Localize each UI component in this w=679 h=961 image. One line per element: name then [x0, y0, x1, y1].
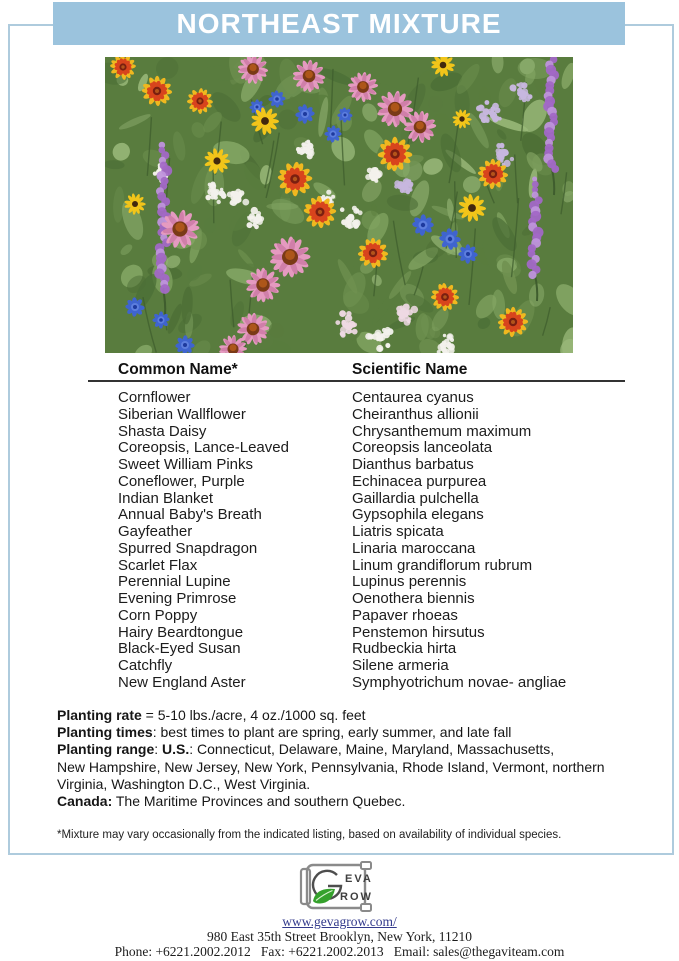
common-name-cell: Shasta Daisy: [118, 422, 207, 440]
table-row: [118, 507, 623, 524]
table-row: [118, 541, 623, 558]
common-name-cell: Corn Poppy: [118, 606, 198, 624]
scientific-name-cell: Liatris spicata: [352, 523, 444, 540]
planting-info: [57, 707, 642, 810]
logo-text-top: EVA: [345, 873, 373, 885]
common-name-cell: Spurred Snapdragon: [118, 539, 258, 557]
scientific-name-cell: Linum grandiflorum rubrum: [352, 556, 533, 574]
common-name-cell: Perennial Lupine: [118, 573, 231, 591]
scientific-name-cell: Linaria maroccana: [352, 539, 476, 557]
common-name-cell: Cornflower: [118, 389, 191, 406]
table-row: [118, 407, 623, 424]
scientific-name-cell: Gaillardia pulchella: [352, 489, 479, 507]
address-line: 980 East 35th Street Brooklyn, New York, 11210: [207, 928, 472, 944]
scientific-name-cell: Coreopsis lanceolata: [352, 439, 493, 457]
page-title: NORTHEAST MIXTURE: [176, 7, 502, 39]
table-row: [118, 457, 623, 474]
common-name-cell: Hairy Beardtongue: [118, 623, 244, 641]
scientific-name-cell: Cheiranthus allionii: [352, 405, 479, 423]
scientific-name-cell: Echinacea purpurea: [352, 472, 487, 490]
common-name-cell: Black-Eyed Susan: [118, 640, 241, 658]
species-table: [118, 390, 623, 692]
contact-line: Phone: +6221.2002.2012 Fax: +6221.2002.2013 Email: sales@thegaviteam.com: [114, 943, 565, 959]
common-name-cell: New England Aster: [118, 673, 246, 691]
table-row: [118, 675, 623, 692]
table-row: [118, 390, 623, 407]
common-name-cell: Catchfly: [118, 657, 173, 674]
common-name-cell: Indian Blanket: [118, 489, 214, 507]
table-row: [118, 591, 623, 608]
disclaimer-note: *Mixture may vary occasionally from the indicated listing, based on availability of individual species.: [57, 829, 562, 841]
planting-line: Planting times: best times to plant are spring, early summer, and late fall: [57, 724, 512, 741]
common-name-cell: Scarlet Flax: [118, 556, 198, 574]
common-name-cell: Annual Baby's Breath: [118, 506, 262, 524]
scientific-name-cell: Penstemon hirsutus: [352, 623, 485, 641]
planting-line: New Hampshire, New Jersey, New York, Pennsylvania, Rhode Island, Vermont, northern: [57, 758, 605, 775]
planting-line: Planting range: U.S.: Connecticut, Delaware, Maine, Maryland, Massachusetts,: [57, 741, 555, 758]
common-name-cell: Coneflower, Purple: [118, 472, 245, 490]
scientific-name-cell: Lupinus perennis: [352, 573, 467, 591]
common-name-cell: Evening Primrose: [118, 590, 237, 607]
scientific-name-cell: Symphyotrichum novae- angliae: [352, 673, 567, 691]
table-row: [118, 658, 623, 675]
website-link[interactable]: www.gevagrow.com/: [282, 914, 397, 929]
scientific-name-cell: Dianthus barbatus: [352, 456, 474, 473]
scientific-name-cell: Silene armeria: [352, 657, 449, 674]
table-row: [118, 440, 623, 457]
table-row: [118, 608, 623, 625]
scientific-name-cell: Gypsophila elegans: [352, 506, 484, 524]
title-banner: [53, 2, 625, 45]
common-name-cell: Sweet William Pinks: [118, 456, 254, 473]
scientific-name-cell: Centaurea cyanus: [352, 389, 474, 406]
planting-line: Virginia, Washington D.C., West Virginia.: [57, 775, 311, 792]
scientific-name-cell: Chrysanthemum maximum: [352, 422, 532, 440]
common-name-cell: Coreopsis, Lance-Leaved: [118, 439, 289, 457]
planting-line: Planting rate = 5-10 lbs./acre, 4 oz./1000 sq. feet: [57, 707, 366, 723]
planting-line: Canada: The Maritime Provinces and southern Quebec.: [57, 793, 406, 810]
table-row: [118, 424, 623, 441]
column-header-common-name: Common Name*: [118, 361, 238, 378]
scientific-name-cell: Oenothera biennis: [352, 590, 475, 607]
table-row: [118, 558, 623, 575]
common-name-cell: Gayfeather: [118, 523, 193, 540]
table-row: [118, 625, 623, 642]
table-header-rule: [88, 380, 625, 382]
common-name-cell: Siberian Wallflower: [118, 405, 246, 423]
column-header-scientific-name: Scientific Name: [352, 361, 468, 378]
footer: [0, 915, 679, 959]
table-row: [118, 574, 623, 591]
wildflower-photo: [105, 57, 573, 353]
gevagrow-logo: [294, 856, 382, 916]
table-row: [118, 641, 623, 658]
table-row: [118, 491, 623, 508]
gevagrow-logo-icon: [294, 856, 382, 916]
scientific-name-cell: Rudbeckia hirta: [352, 640, 457, 658]
table-row: [118, 474, 623, 491]
scientific-name-cell: Papaver rhoeas: [352, 606, 458, 624]
table-row: [118, 524, 623, 541]
wildflower-photo-illustration: [105, 57, 573, 353]
logo-text-bottom: ROW: [340, 891, 373, 903]
